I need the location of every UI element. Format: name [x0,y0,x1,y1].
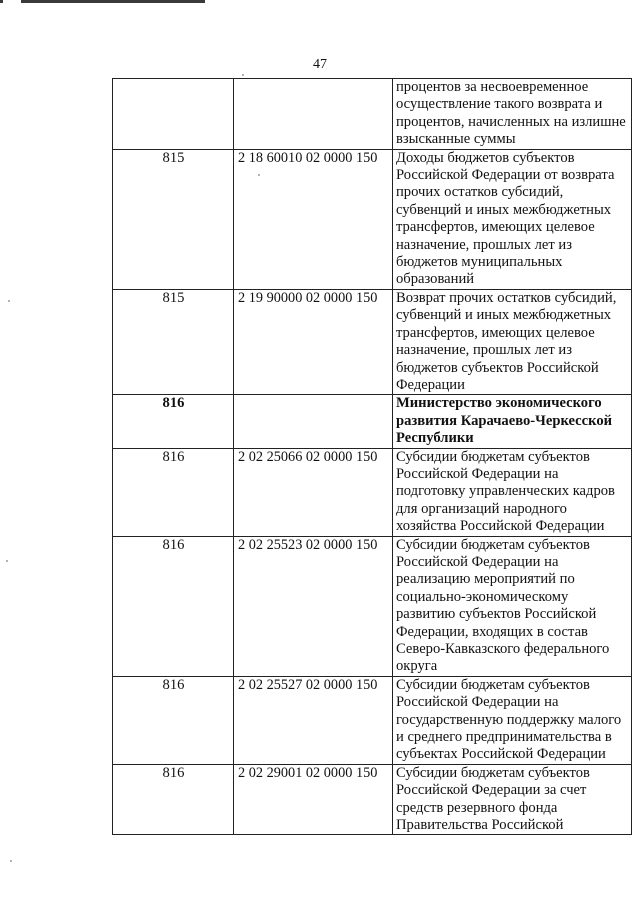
table-row [113,764,632,835]
table-row [113,79,632,150]
table-row [113,536,632,676]
admin-code-cell [113,79,234,150]
top-edge-rule-gap [3,0,21,3]
kbk-code-cell: 2 18 60010 02 0000 150 [234,149,393,289]
budget-codes-table [112,78,632,835]
scan-speck [242,74,244,76]
admin-code-cell: 815 [113,289,234,394]
admin-code-cell: 816 [113,536,234,676]
scan-speck [6,560,8,562]
administrator-name-cell: Министерство экономического развития Карачаево-Черкесской Республики [393,395,632,448]
income-name-cell: Субсидии бюджетам субъектов Российской Федерации на подготовку управленческих кадров для организаций народного хозяйства Российской Федерации [393,448,632,536]
income-name-cell: Субсидии бюджетам субъектов Российской Федерации на государственную поддержку малого и среднего предпринимательства в субъектах Российской Федерации [393,676,632,764]
table-row [113,448,632,536]
admin-code-cell: 816 [113,676,234,764]
kbk-code-cell: 2 02 25523 02 0000 150 [234,536,393,676]
page-number: 47 [313,57,327,72]
table-row [113,149,632,289]
scan-speck [8,300,10,302]
income-name-cell: Возврат прочих остатков субсидий, субвенций и иных межбюджетных трансфертов, имеющих целевое назначение, прошлых лет из бюджетов субъектов Российской Федерации [393,289,632,394]
kbk-code-cell: 2 19 90000 02 0000 150 [234,289,393,394]
income-name-cell: Субсидии бюджетам субъектов Российской Федерации на реализацию мероприятий по социально-экономическому развитию субъектов Российской Федерации, входящих в состав Северо-Кавказского федерального округа [393,536,632,676]
admin-code-cell: 816 [113,764,234,835]
kbk-code-cell: 2 02 29001 02 0000 150 [234,764,393,835]
admin-code-cell: 816 [113,395,234,448]
admin-code-cell: 815 [113,149,234,289]
income-name-cell: Доходы бюджетов субъектов Российской Федерации от возврата прочих остатков субсидий, субвенций и иных межбюджетных трансфертов, имеющих целевое назначение, прошлых лет из бюджетов муниципальных образований [393,149,632,289]
table-row [113,676,632,764]
kbk-code-cell: 2 02 25527 02 0000 150 [234,676,393,764]
top-edge-rule [0,0,205,3]
admin-code-cell: 816 [113,448,234,536]
kbk-code-cell: 2 02 25066 02 0000 150 [234,448,393,536]
scan-speck [10,860,12,862]
kbk-code-cell [234,395,393,448]
income-name-cell: процентов за несвоевременное осуществление такого возврата и процентов, начисленных на излишне взысканные суммы [393,79,632,150]
kbk-code-cell [234,79,393,150]
administrator-heading-row [113,395,632,448]
income-name-cell: Субсидии бюджетам субъектов Российской Федерации за счет средств резервного фонда Правительства Российской [393,764,632,835]
table-row [113,289,632,394]
